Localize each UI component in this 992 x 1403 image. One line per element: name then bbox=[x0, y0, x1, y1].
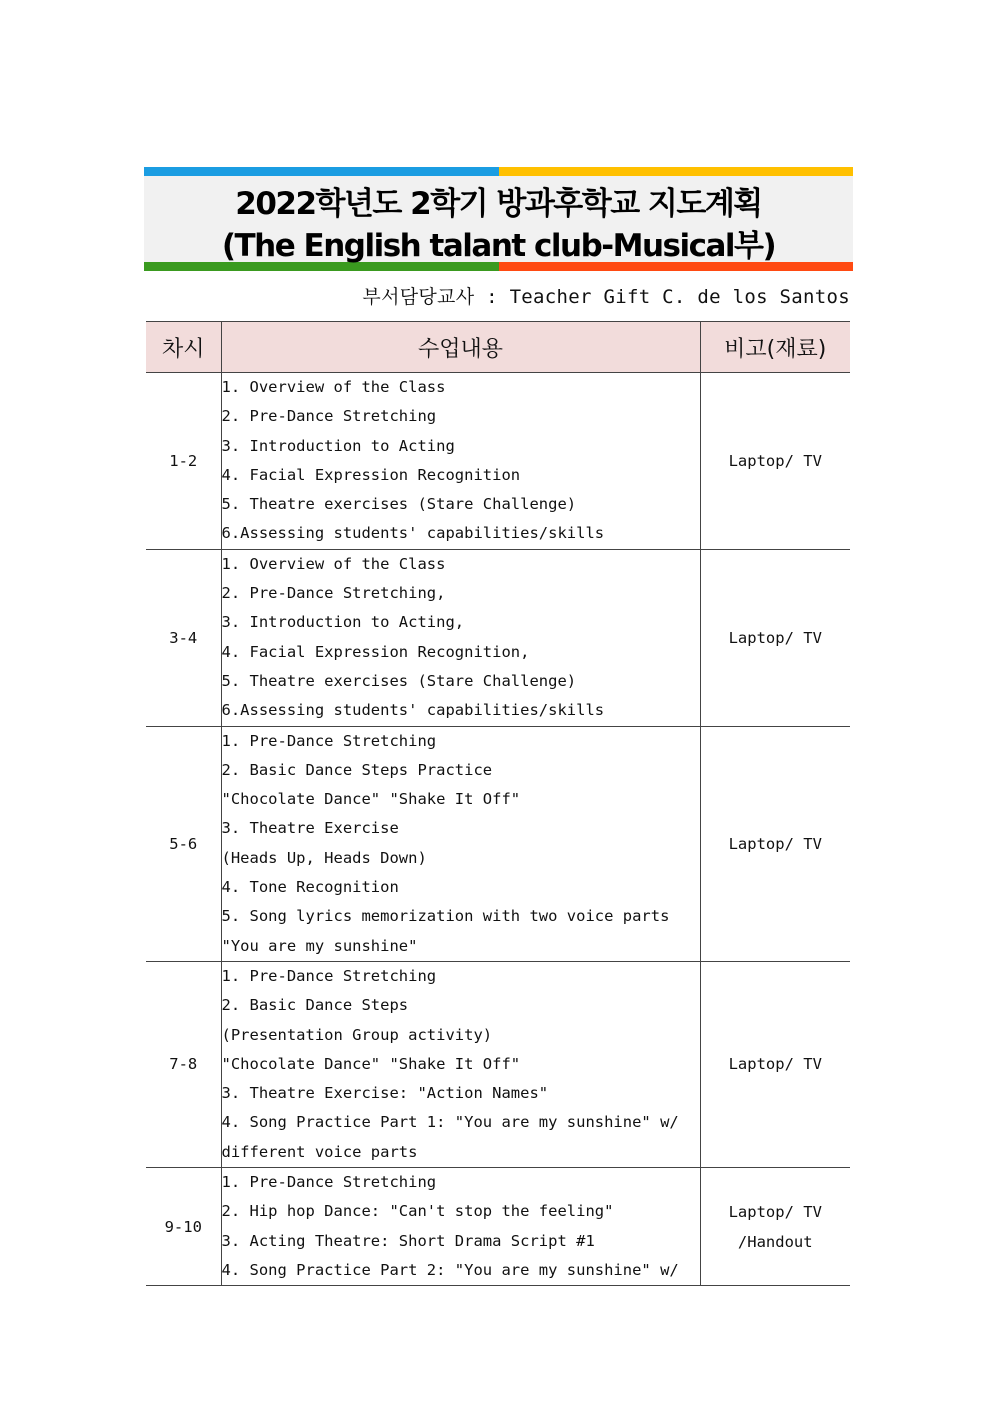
table-row bbox=[146, 1168, 850, 1286]
materials-line: Laptop/ TV bbox=[728, 1202, 822, 1221]
content-cell bbox=[221, 961, 700, 1167]
banner-bar-top-left bbox=[144, 167, 499, 176]
content-line: 4. Tone Recognition bbox=[221, 878, 399, 897]
lesson-plan-table bbox=[146, 321, 850, 1286]
banner-bar-top-right bbox=[499, 167, 853, 176]
page-title: 2022학년도 2학기 방과후학교 지도계획 bbox=[235, 186, 762, 222]
content-line: 4. Facial Expression Recognition bbox=[221, 465, 521, 484]
content-line: (Presentation Group activity) bbox=[221, 1025, 493, 1044]
content-line: 5. Theatre exercises (Stare Challenge) bbox=[221, 495, 577, 514]
content-line: 2. Basic Dance Steps Practice bbox=[221, 760, 493, 779]
content-cell bbox=[221, 549, 700, 726]
content-line: (Heads Up, Heads Down) bbox=[221, 848, 427, 867]
session-cell: 5-6 bbox=[146, 726, 221, 961]
content-line: 5. Theatre exercises (Stare Challenge) bbox=[221, 671, 577, 690]
header-content: 수업내용 bbox=[221, 322, 700, 373]
content-line: 4. Song Practice Part 2: "You are my sunshine" w/ bbox=[221, 1260, 679, 1279]
content-cell bbox=[221, 373, 700, 550]
materials-line: /Handout bbox=[737, 1232, 813, 1251]
content-line: 4. Song Practice Part 1: "You are my sunshine" w/ bbox=[221, 1113, 679, 1132]
content-line: 6.Assessing students' capabilities/skills bbox=[221, 524, 605, 543]
session-cell: 7-8 bbox=[146, 961, 221, 1167]
content-line: "Chocolate Dance" "Shake It Off" bbox=[221, 790, 521, 809]
content-line: 2. Basic Dance Steps bbox=[221, 996, 409, 1015]
table-row bbox=[146, 961, 850, 1167]
content-line: "Chocolate Dance" "Shake It Off" bbox=[221, 1054, 521, 1073]
header-materials: 비고(재료) bbox=[700, 322, 850, 373]
content-line: 1. Overview of the Class bbox=[221, 378, 446, 396]
content-line: 6.Assessing students' capabilities/skills bbox=[221, 701, 605, 720]
content-cell bbox=[221, 726, 700, 961]
content-line: 3. Theatre Exercise: "Action Names" bbox=[221, 1084, 549, 1103]
header-session: 차시 bbox=[146, 322, 221, 373]
materials-cell bbox=[700, 373, 850, 550]
content-line: 3. Introduction to Acting bbox=[221, 436, 455, 455]
session-cell: 1-2 bbox=[146, 373, 221, 550]
materials-line: Laptop/ TV bbox=[728, 834, 822, 853]
materials-cell bbox=[700, 726, 850, 961]
content-line: 5. Song lyrics memorization with two voice parts bbox=[221, 907, 670, 926]
content-line: 4. Facial Expression Recognition, bbox=[221, 642, 530, 661]
table-row bbox=[146, 549, 850, 726]
materials-cell bbox=[700, 961, 850, 1167]
content-line: 3. Introduction to Acting, bbox=[221, 613, 465, 632]
content-cell bbox=[221, 1168, 700, 1286]
materials-cell bbox=[700, 549, 850, 726]
session-cell: 3-4 bbox=[146, 549, 221, 726]
materials-line: Laptop/ TV bbox=[728, 1055, 822, 1074]
materials-cell bbox=[700, 1168, 850, 1286]
title-banner bbox=[144, 167, 853, 271]
teacher-in-charge: 부서담당교사 : Teacher Gift C. de los Santos bbox=[362, 286, 850, 308]
content-line: 2. Pre-Dance Stretching, bbox=[221, 584, 446, 603]
content-line: 3. Acting Theatre: Short Drama Script #1 bbox=[221, 1231, 595, 1250]
session-cell: 9-10 bbox=[146, 1168, 221, 1286]
content-line: 2. Pre-Dance Stretching bbox=[221, 407, 437, 426]
content-line: 1. Pre-Dance Stretching bbox=[221, 1173, 437, 1192]
content-line: 1. Pre-Dance Stretching bbox=[221, 731, 437, 750]
content-line: 1. Overview of the Class bbox=[221, 554, 446, 573]
content-line: 3. Theatre Exercise bbox=[221, 819, 399, 838]
content-line: 2. Hip hop Dance: "Can't stop the feeling" bbox=[221, 1202, 614, 1221]
table-header-row bbox=[146, 322, 850, 373]
table-row bbox=[146, 373, 850, 550]
materials-line: Laptop/ TV bbox=[728, 451, 822, 470]
table-row bbox=[146, 726, 850, 961]
content-line: "You are my sunshine" bbox=[221, 936, 418, 955]
content-line: different voice parts bbox=[221, 1142, 418, 1161]
materials-line: Laptop/ TV bbox=[728, 628, 822, 647]
page-subtitle: (The English talant club-Musical부) bbox=[221, 228, 776, 264]
content-line: 1. Pre-Dance Stretching bbox=[221, 966, 437, 985]
